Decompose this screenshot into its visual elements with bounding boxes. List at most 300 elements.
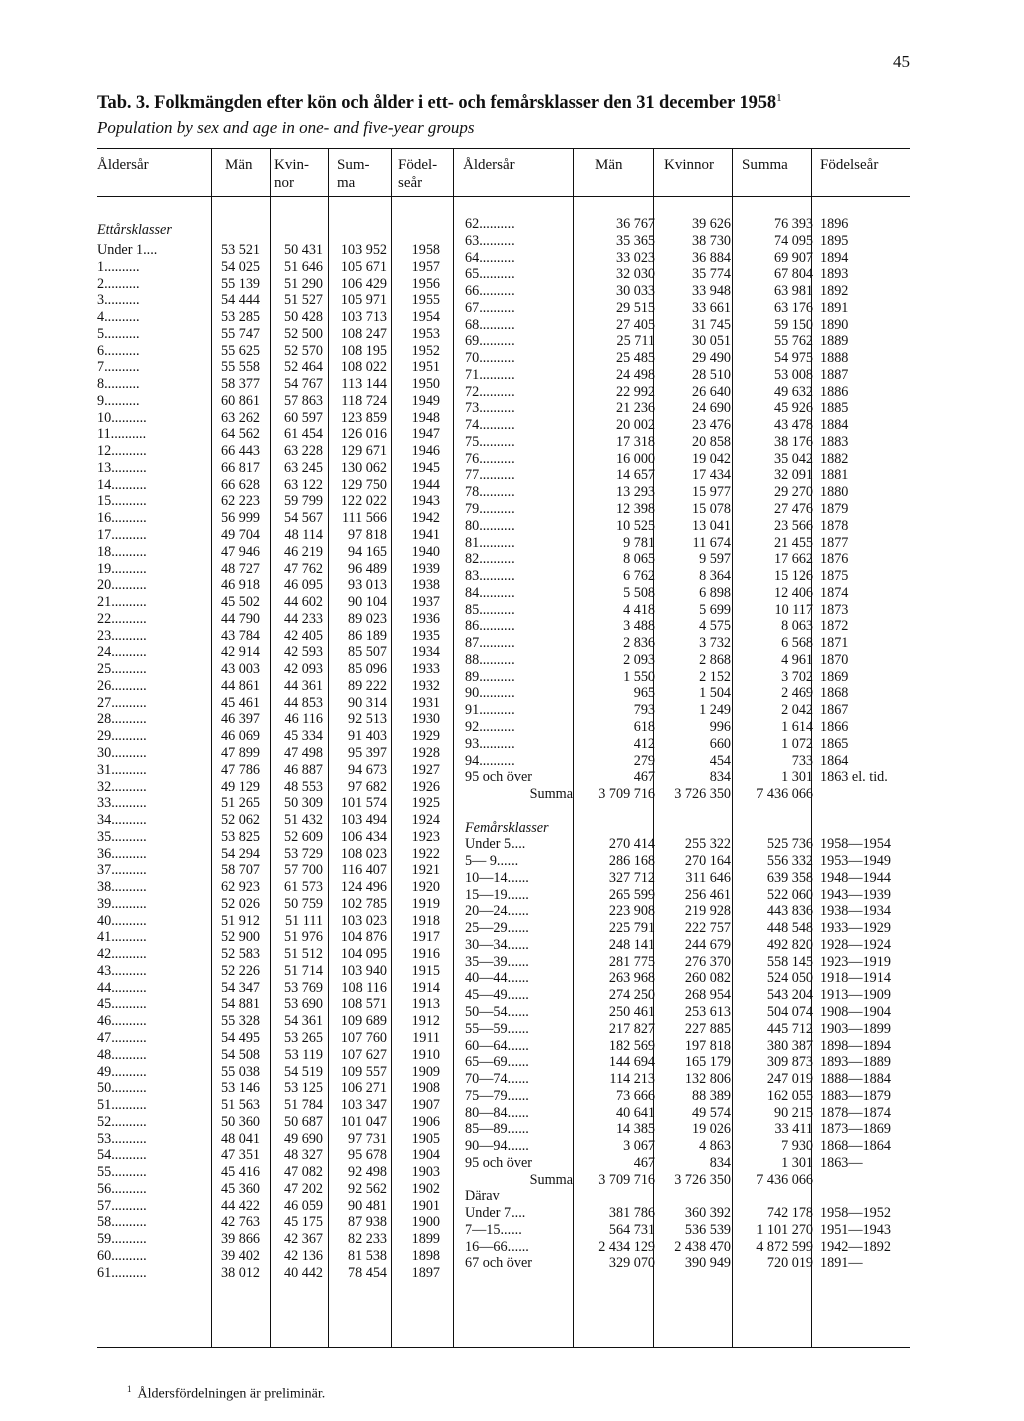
left-cell-lbl: 28.......... (97, 711, 147, 728)
left-table-row (97, 410, 472, 427)
left-cell-sum: 118 724 (341, 392, 387, 409)
left-cell-lbl: 51.......... (97, 1097, 147, 1114)
right-cell-men: 9 781 (623, 534, 655, 551)
left-cell-lbl: 57.......... (97, 1197, 147, 1214)
right-cell-lbl: 85—89...... (465, 1121, 529, 1138)
left-cell-men: 44 422 (220, 1197, 260, 1214)
left-cell-birth: 1913 (411, 996, 440, 1013)
right-cell-birth: 1871 (820, 635, 849, 652)
left-cell-birth: 1914 (411, 979, 440, 996)
left-cell-lbl: 23.......... (97, 627, 147, 644)
left-table-row (97, 493, 472, 510)
right-cell-lbl: 67.......... (465, 299, 515, 316)
left-cell-sum: 85 096 (347, 661, 387, 678)
right-cell-sum: 1 101 270 (756, 1221, 813, 1238)
header-age-left: Åldersår (97, 157, 149, 173)
title-text: Tab. 3. Folkmängden efter kön och ålder i ett- och femårsklasser den 31 december 1958 (97, 93, 777, 114)
left-cell-women: 54 519 (283, 1063, 323, 1080)
right-cell-sum: 556 332 (766, 853, 813, 870)
left-cell-women: 44 361 (283, 677, 323, 694)
left-cell-sum: 105 671 (340, 258, 387, 275)
right-cell-men: 21 236 (615, 400, 655, 417)
right-table-row (465, 769, 910, 786)
left-cell-women: 51 784 (283, 1097, 323, 1114)
right-cell-lbl: 10—14...... (465, 869, 529, 886)
right-cell-birth: 1889 (820, 333, 849, 350)
left-cell-men: 62 223 (220, 493, 260, 510)
left-cell-lbl: 14.......... (97, 476, 147, 493)
left-cell-birth: 1916 (411, 946, 440, 963)
left-table-row (97, 259, 472, 276)
left-cell-birth: 1942 (411, 510, 440, 527)
right-cell-women: 6 898 (699, 584, 731, 601)
left-cell-birth: 1950 (411, 376, 440, 393)
right-cell-lbl: 72.......... (465, 383, 515, 400)
left-cell-sum: 90 104 (347, 594, 387, 611)
left-cell-sum: 129 671 (340, 443, 387, 460)
right-cell-lbl: 79.......... (465, 501, 515, 518)
right-cell-lbl: 71.......... (465, 366, 515, 383)
right-cell-men: 8 065 (623, 551, 655, 568)
left-cell-women: 45 334 (283, 728, 323, 745)
right-cell-birth: 1913—1909 (820, 987, 891, 1004)
left-table-row (97, 561, 472, 578)
left-cell-sum: 108 571 (340, 996, 387, 1013)
left-table-row (97, 376, 472, 393)
right-cell-sum: 7 930 (781, 1138, 813, 1155)
right-cell-lbl: 68.......... (465, 316, 515, 333)
left-cell-women: 44 602 (283, 594, 323, 611)
left-cell-sum: 130 062 (340, 459, 387, 476)
left-cell-sum: 103 952 (340, 242, 387, 258)
left-cell-men: 45 360 (220, 1180, 260, 1197)
left-table-row (97, 276, 472, 293)
left-cell-women: 47 762 (283, 560, 323, 577)
left-cell-women: 42 093 (283, 661, 323, 678)
left-cell-lbl: 8.......... (97, 376, 140, 393)
left-cell-men: 63 262 (220, 409, 260, 426)
left-cell-birth: 1941 (411, 527, 440, 544)
left-cell-birth: 1939 (411, 560, 440, 577)
left-cell-lbl: 52.......... (97, 1113, 147, 1130)
left-cell-men: 52 062 (220, 812, 260, 829)
right-cell-birth: 1938—1934 (820, 903, 891, 920)
left-cell-sum: 87 938 (347, 1214, 387, 1231)
left-table-row (97, 292, 472, 309)
right-cell-lbl: 73.......... (465, 400, 515, 417)
left-cell-sum: 111 566 (341, 510, 387, 527)
right-table-row (465, 250, 910, 267)
right-cell-lbl: 82.......... (465, 551, 515, 568)
right-cell-lbl: 20—24...... (465, 903, 529, 920)
right-cell-sum: 720 019 (766, 1255, 813, 1272)
left-cell-women: 51 111 (285, 912, 323, 929)
left-cell-men: 48 041 (220, 1130, 260, 1147)
left-cell-men: 42 763 (220, 1214, 260, 1231)
right-table-row (465, 719, 910, 736)
right-table-row (465, 1172, 910, 1189)
left-cell-men: 55 747 (220, 325, 260, 342)
header-birth-left: Födel- seår (398, 157, 438, 191)
left-cell-lbl: 11.......... (97, 426, 147, 443)
footnote (127, 1384, 325, 1403)
left-cell-sum: 91 403 (347, 728, 387, 745)
right-table-row (465, 970, 910, 987)
left-cell-sum: 82 233 (347, 1231, 387, 1248)
left-cell-women: 44 233 (283, 610, 323, 627)
header-women-right: Kvinnor (664, 157, 714, 173)
right-cell-sum: 76 393 (773, 216, 813, 232)
right-table-row (465, 266, 910, 283)
right-cell-women: 244 679 (684, 936, 731, 953)
left-cell-birth: 1947 (411, 426, 440, 443)
left-cell-sum: 104 876 (340, 929, 387, 946)
right-cell-sum: 2 469 (781, 685, 813, 702)
right-cell-sum: 639 358 (766, 869, 813, 886)
left-cell-lbl: 54.......... (97, 1147, 147, 1164)
left-cell-lbl: 4.......... (97, 309, 140, 326)
left-cell-men: 43 784 (220, 627, 260, 644)
right-table-row (465, 333, 910, 350)
left-cell-sum: 94 165 (347, 543, 387, 560)
left-cell-men: 45 502 (220, 594, 260, 611)
right-cell-lbl: 94.......... (465, 752, 515, 769)
left-cell-men: 66 817 (220, 459, 260, 476)
left-table-row (97, 980, 472, 997)
right-table-row (465, 1222, 910, 1239)
left-cell-sum: 90 314 (347, 694, 387, 711)
left-cell-men: 52 583 (220, 946, 260, 963)
left-table-row (97, 426, 472, 443)
header-sum-right: Summa (742, 157, 788, 173)
left-cell-lbl: 36.......... (97, 845, 147, 862)
right-cell-sum: 7 436 066 (756, 1171, 813, 1188)
right-cell-sum: 17 662 (773, 551, 813, 568)
right-cell-birth: 1880 (820, 484, 849, 501)
left-table-row (97, 1265, 472, 1282)
left-table-body (97, 242, 472, 1281)
left-table-row (97, 879, 472, 896)
left-cell-lbl: 3.......... (97, 292, 140, 309)
left-cell-men: 66 628 (220, 476, 260, 493)
left-table-row (97, 1047, 472, 1064)
left-table-row (97, 1214, 472, 1231)
left-cell-women: 45 175 (283, 1214, 323, 1231)
right-cell-lbl: 89.......... (465, 668, 515, 685)
left-cell-women: 47 498 (283, 744, 323, 761)
left-cell-birth: 1946 (411, 443, 440, 460)
right-cell-birth: 1948—1944 (820, 869, 891, 886)
left-cell-lbl: 13.......... (97, 459, 147, 476)
right-table-row (465, 551, 910, 568)
right-cell-sum: 67 804 (773, 266, 813, 283)
left-table-row (97, 929, 472, 946)
right-table-row (465, 1239, 910, 1256)
left-cell-women: 57 700 (283, 862, 323, 879)
left-cell-men: 46 069 (220, 728, 260, 745)
right-cell-lbl: 93.......... (465, 735, 515, 752)
right-cell-sum: 53 008 (773, 366, 813, 383)
right-cell-sum: 1 614 (781, 718, 813, 735)
right-cell-women: 276 370 (684, 953, 731, 970)
right-cell-birth: 1888 (820, 350, 849, 367)
left-cell-lbl: 31.......... (97, 761, 147, 778)
right-cell-men: 5 508 (623, 584, 655, 601)
left-cell-men: 46 397 (220, 711, 260, 728)
left-table-row (97, 544, 472, 561)
left-cell-sum: 106 429 (340, 275, 387, 292)
right-cell-sum: 54 975 (773, 350, 813, 367)
right-table-row (465, 535, 910, 552)
right-cell-women: 15 977 (691, 484, 731, 501)
left-table-row (97, 1181, 472, 1198)
right-cell-men: 265 599 (608, 886, 655, 903)
right-cell-birth: 1894 (820, 249, 849, 266)
right-cell-birth: 1884 (820, 417, 849, 434)
right-cell-birth: 1881 (820, 467, 849, 484)
right-table-row (465, 937, 910, 954)
left-cell-sum: 107 627 (340, 1046, 387, 1063)
right-cell-men: 467 (633, 769, 655, 786)
right-cell-lbl: 86.......... (465, 618, 515, 635)
right-cell-lbl: 75—79...... (465, 1087, 529, 1104)
right-cell-men: 3 709 716 (598, 1171, 655, 1188)
left-cell-women: 51 646 (283, 258, 323, 275)
right-table-row (465, 400, 910, 417)
left-cell-sum: 97 818 (347, 527, 387, 544)
right-cell-men: 274 250 (608, 987, 655, 1004)
left-cell-lbl: Under 1.... (97, 242, 158, 258)
right-table-row (465, 1004, 910, 1021)
left-cell-lbl: 2.......... (97, 275, 140, 292)
right-cell-men: 4 418 (623, 601, 655, 618)
right-cell-men: 17 318 (615, 433, 655, 450)
right-cell-women: 8 364 (699, 568, 731, 585)
left-cell-men: 52 226 (220, 962, 260, 979)
left-cell-men: 51 563 (220, 1097, 260, 1114)
right-cell-men: 618 (633, 718, 655, 735)
left-cell-men: 51 912 (220, 912, 260, 929)
right-cell-lbl: 15—19...... (465, 886, 529, 903)
left-cell-women: 51 527 (283, 292, 323, 309)
left-cell-birth: 1917 (411, 929, 440, 946)
right-cell-men: 25 711 (616, 333, 655, 350)
right-cell-men: 3 488 (623, 618, 655, 635)
left-cell-lbl: 26.......... (97, 677, 147, 694)
right-cell-women: 165 179 (684, 1054, 731, 1071)
right-cell-lbl: 81.......... (465, 534, 515, 551)
left-cell-men: 54 294 (220, 845, 260, 862)
left-table-row (97, 1097, 472, 1114)
left-cell-birth: 1911 (412, 1029, 440, 1046)
header-age-right: Åldersår (463, 157, 515, 173)
right-cell-men: 217 827 (608, 1020, 655, 1037)
left-cell-birth: 1953 (411, 325, 440, 342)
left-table-row (97, 1114, 472, 1131)
right-cell-lbl: 88.......... (465, 651, 515, 668)
left-cell-sum: 113 144 (341, 376, 387, 393)
right-cell-birth: 1864 (820, 752, 849, 769)
left-cell-birth: 1937 (411, 594, 440, 611)
left-cell-sum: 95 678 (347, 1147, 387, 1164)
right-table-row (465, 1205, 910, 1222)
left-cell-women: 46 116 (284, 711, 323, 728)
right-table-row (465, 1155, 910, 1172)
left-cell-birth: 1924 (411, 812, 440, 829)
left-cell-men: 54 444 (220, 292, 260, 309)
right-cell-lbl: 76.......... (465, 450, 515, 467)
footnote-text: Åldersfördelningen är preliminär. (137, 1386, 326, 1402)
left-cell-birth: 1938 (411, 577, 440, 594)
left-cell-sum: 107 760 (340, 1029, 387, 1046)
right-table-row (465, 233, 910, 250)
right-cell-birth: 1868—1864 (820, 1138, 891, 1155)
left-cell-sum: 106 434 (340, 828, 387, 845)
right-cell-birth: 1951—1943 (820, 1221, 891, 1238)
left-cell-lbl: 42.......... (97, 946, 147, 963)
right-table-row (465, 870, 910, 887)
left-cell-birth: 1902 (411, 1180, 440, 1197)
left-cell-men: 42 914 (220, 644, 260, 661)
right-cell-birth: 1867 (820, 702, 849, 719)
left-cell-women: 52 570 (283, 342, 323, 359)
left-cell-sum: 86 189 (347, 627, 387, 644)
right-cell-men: 248 141 (608, 936, 655, 953)
right-cell-sum: 504 074 (766, 1003, 813, 1020)
right-cell-birth: 1875 (820, 568, 849, 585)
left-cell-lbl: 32.......... (97, 778, 147, 795)
header-men-left: Män (225, 157, 253, 173)
left-cell-birth: 1897 (411, 1264, 440, 1281)
right-cell-men: 412 (633, 735, 655, 752)
right-cell-birth: 1928—1924 (820, 936, 891, 953)
right-cell-women: 536 539 (684, 1221, 731, 1238)
left-cell-birth: 1909 (411, 1063, 440, 1080)
right-cell-women: 2 438 470 (674, 1238, 731, 1255)
left-cell-women: 47 082 (283, 1164, 323, 1181)
right-cell-men: 223 908 (608, 903, 655, 920)
left-cell-women: 51 290 (283, 275, 323, 292)
left-cell-women: 63 228 (283, 443, 323, 460)
right-cell-women: 311 646 (685, 869, 731, 886)
left-cell-lbl: 27.......... (97, 694, 147, 711)
left-cell-birth: 1919 (411, 895, 440, 912)
left-cell-sum: 104 095 (340, 946, 387, 963)
right-cell-lbl: 70—74...... (465, 1071, 529, 1088)
right-cell-lbl: Summa (529, 786, 573, 803)
right-cell-men: 564 731 (608, 1221, 655, 1238)
right-cell-women: 88 389 (691, 1087, 731, 1104)
right-cell-birth: 1886 (820, 383, 849, 400)
right-cell-women: 5 699 (699, 601, 731, 618)
right-cell-women: 834 (709, 769, 731, 786)
left-cell-birth: 1933 (411, 661, 440, 678)
left-table-row (97, 242, 472, 259)
left-cell-birth: 1955 (411, 292, 440, 309)
right-cell-birth: 1908—1904 (820, 1003, 891, 1020)
left-cell-birth: 1906 (411, 1113, 440, 1130)
left-cell-men: 55 139 (220, 275, 260, 292)
right-table-row (465, 1105, 910, 1122)
right-cell-birth: 1890 (820, 316, 849, 333)
right-cell-lbl: Under 7.... (465, 1205, 526, 1222)
right-table-row (465, 987, 910, 1004)
right-table-row (465, 350, 910, 367)
right-cell-women: 660 (709, 735, 731, 752)
right-cell-birth: 1942—1892 (820, 1238, 891, 1255)
right-cell-birth: 1865 (820, 735, 849, 752)
left-cell-lbl: 33.......... (97, 795, 147, 812)
left-cell-women: 46 887 (283, 761, 323, 778)
left-table-row (97, 577, 472, 594)
right-cell-women: 360 392 (684, 1205, 731, 1222)
right-cell-men: 6 762 (623, 568, 655, 585)
left-cell-sum: 92 498 (347, 1164, 387, 1181)
right-table-row (465, 954, 910, 971)
right-cell-lbl: 25—29...... (465, 920, 529, 937)
left-cell-birth: 1898 (411, 1247, 440, 1264)
left-table-row (97, 1147, 472, 1164)
right-cell-birth: 1887 (820, 366, 849, 383)
left-cell-men: 53 285 (220, 309, 260, 326)
right-cell-women: 33 661 (691, 299, 731, 316)
left-cell-sum: 81 538 (347, 1247, 387, 1264)
right-cell-lbl: 92.......... (465, 718, 515, 735)
left-cell-women: 54 361 (283, 1013, 323, 1030)
right-cell-sum: 90 215 (773, 1104, 813, 1121)
right-cell-women: 35 774 (691, 266, 731, 283)
left-cell-lbl: 1.......... (97, 258, 140, 275)
right-cell-birth: 1870 (820, 651, 849, 668)
right-cell-lbl: 60—64...... (465, 1037, 529, 1054)
left-cell-lbl: 10.......... (97, 409, 147, 426)
right-cell-women: 20 858 (691, 433, 731, 450)
right-cell-sum: 32 091 (773, 467, 813, 484)
left-table-row (97, 795, 472, 812)
right-cell-women: 3 726 350 (674, 1171, 731, 1188)
right-cell-women: 4 575 (699, 618, 731, 635)
left-table-row (97, 728, 472, 745)
right-cell-men: 10 525 (615, 517, 655, 534)
left-cell-sum: 116 407 (341, 862, 387, 879)
right-cell-lbl: 7—15...... (465, 1221, 522, 1238)
left-cell-lbl: 7.......... (97, 359, 140, 376)
left-cell-lbl: 21.......... (97, 594, 147, 611)
left-cell-sum: 108 247 (340, 325, 387, 342)
left-cell-birth: 1948 (411, 409, 440, 426)
left-cell-women: 46 059 (283, 1197, 323, 1214)
footnote-mark: 1 (127, 1384, 132, 1394)
right-table-row (465, 300, 910, 317)
right-cell-lbl: 95 och över (465, 1154, 532, 1171)
left-cell-women: 51 512 (283, 946, 323, 963)
right-cell-women: 1 249 (699, 702, 731, 719)
left-cell-men: 54 347 (220, 979, 260, 996)
left-cell-lbl: 5.......... (97, 325, 140, 342)
right-cell-lbl: 80.......... (465, 517, 515, 534)
right-cell-women: 253 613 (684, 1003, 731, 1020)
left-cell-men: 44 861 (220, 677, 260, 694)
left-table-row (97, 309, 472, 326)
left-cell-birth: 1932 (411, 677, 440, 694)
right-cell-birth: 1878 (820, 517, 849, 534)
left-cell-men: 39 402 (220, 1247, 260, 1264)
left-cell-women: 51 432 (283, 812, 323, 829)
right-cell-birth: 1958—1954 (820, 836, 891, 853)
right-cell-birth: 1869 (820, 668, 849, 685)
right-table-row (465, 1038, 910, 1055)
right-cell-lbl: 63.......... (465, 232, 515, 249)
